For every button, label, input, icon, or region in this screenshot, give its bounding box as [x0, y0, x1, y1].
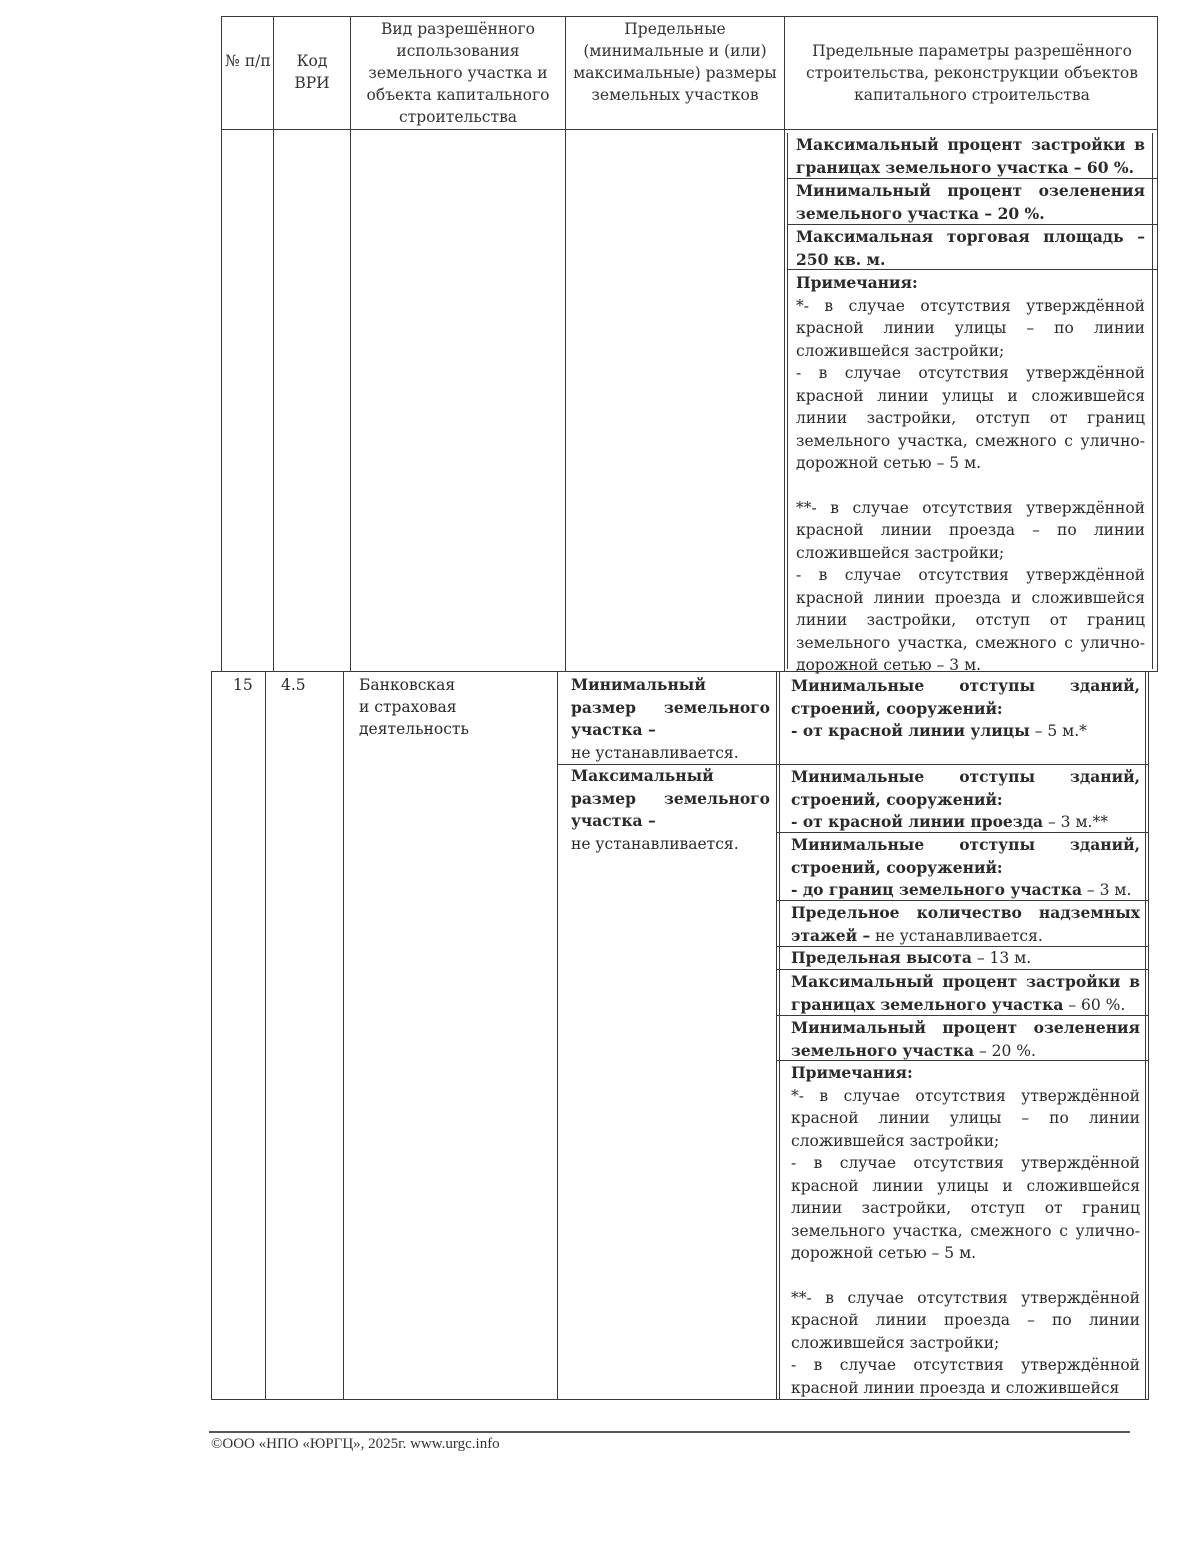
param-setback-line: - до границ земельного участка	[791, 880, 1082, 899]
param-setback-value: – 3 м.**	[1043, 813, 1108, 831]
table-border	[343, 671, 344, 1400]
param-build-percent-label: Максимальный процент застройки в границах земельного участка	[791, 972, 1140, 1014]
table-border	[784, 16, 785, 672]
table-border	[221, 16, 222, 672]
notes-title: Примечания:	[791, 1063, 913, 1082]
table-border	[221, 129, 1158, 130]
table-border	[265, 671, 266, 1400]
param-trade-area: Максимальная торговая площадь – 250 кв. м.	[796, 227, 1145, 269]
param-setback-street	[791, 675, 1140, 743]
table-border	[1152, 133, 1153, 669]
table-border	[1148, 671, 1149, 1400]
table-border	[776, 764, 1148, 765]
footer-copyright: ©ООО «НПО «ЮРГЦ», 2025г. www.urgc.info	[211, 1436, 500, 1452]
param-build-percent: Максимальный процент застройки в границах земельного участка – 60 %.	[796, 135, 1145, 177]
param-setback-label: Минимальные отступы зданий, строений, сооружений:	[791, 767, 1140, 809]
table-border	[779, 672, 780, 1399]
table-border	[565, 16, 566, 672]
param-height-label: Предельная высота	[791, 948, 972, 967]
param-green-percent-text: Минимальный процент озеленения земельного участка – 20 %.	[796, 181, 1145, 223]
min-size-value: не устанавливается.	[571, 743, 739, 762]
note-item: *- в случае отсутствия утверждённой красной линии улицы – по линии сложившейся застройки;	[791, 1086, 1140, 1150]
param-setback-label: Минимальные отступы зданий, строений, сооружений:	[791, 676, 1140, 718]
param-green-percent-label: Минимальный процент озеленения земельного участка	[791, 1018, 1140, 1060]
header-code: Код ВРИ	[294, 52, 330, 92]
table-border	[221, 16, 1158, 17]
note-item: - в случае отсутствия утверждённой красной линии улицы и сложившейся линии застройки, отступ от границ земельного участка, смежного с улично-дорожной сетью – 5 м.	[796, 364, 1145, 472]
param-setback-border	[791, 834, 1140, 902]
param-floors-value: не устанавливается.	[870, 926, 1043, 945]
table-border	[776, 671, 777, 1400]
row-code: 4.5	[281, 676, 306, 694]
row-type-line: и страховая	[359, 698, 457, 716]
notes-title: Примечания:	[796, 273, 918, 292]
param-setback-line: - от красной линии улицы	[791, 721, 1030, 740]
max-size-value: не устанавливается.	[571, 834, 739, 853]
table-border	[211, 1399, 1149, 1400]
note-item: - в случае отсутствия утверждённой красной линии проезда и сложившейся	[791, 1356, 1140, 1397]
row-type	[359, 674, 549, 740]
param-build-percent	[791, 971, 1140, 1016]
max-size-cell	[571, 765, 770, 855]
table-border	[557, 671, 558, 1400]
table-border	[273, 16, 274, 672]
max-size-label: Максимальный размер земельного участка –	[571, 766, 770, 830]
min-size-label: Минимальный размер земельного участка –	[571, 675, 770, 739]
param-floors	[791, 902, 1140, 947]
note-item: - в случае отсутствия утверждённой красной линии проезда и сложившейся линии застройки, отступ от границ земельного участка, смежного с улично-дорожной сетью – 3 м.	[796, 566, 1145, 674]
param-height	[791, 947, 1140, 970]
row-type-line: деятельность	[359, 720, 469, 738]
param-green-percent	[796, 180, 1145, 225]
param-setback-label: Минимальные отступы зданий, строений, сооружений:	[791, 835, 1140, 877]
notes-block-lower	[791, 1062, 1140, 1399]
row-number: 15	[233, 676, 253, 694]
table-border	[211, 671, 212, 1400]
param-green-percent-value: – 20 %.	[974, 1041, 1036, 1060]
param-build-percent-value: – 60 %.	[1063, 995, 1126, 1014]
param-setback-driveway	[791, 766, 1140, 834]
param-height-value: – 13 м.	[971, 949, 1032, 967]
param-floors-label: Предельное количество надземных этажей –	[791, 903, 1140, 945]
header-sizes: Предельные (минимальные и (или) максимальные) размеры земельных участков	[573, 20, 777, 104]
param-setback-value: – 5 м.*	[1029, 722, 1087, 740]
row-type-line: Банковская	[359, 676, 456, 694]
param-setback-line: - от красной линии проезда	[791, 812, 1044, 831]
note-item: - в случае отсутствия утверждённой красной линии улицы и сложившейся линии застройки, отступ от границ земельного участка, смежного с улично-дорожной сетью – 5 м.	[791, 1154, 1140, 1262]
note-item: **- в случае отсутствия утверждённой красной линии проезда – по линии сложившейся застройки;	[796, 498, 1145, 562]
header-num: № п/п	[225, 52, 271, 70]
table-border	[350, 16, 351, 672]
table-border	[1145, 672, 1146, 1399]
note-item: *- в случае отсутствия утверждённой красной линии улицы – по линии сложившейся застройки;	[796, 296, 1145, 360]
header-params: Предельные параметры разрешённого строительства, реконструкции объектов капитального строительства	[806, 42, 1138, 104]
footer-divider	[209, 1431, 1130, 1433]
header-type: Вид разрешённого использования земельного участка и объекта капитального строительства	[366, 20, 550, 126]
min-size-cell	[571, 674, 770, 764]
table-border	[1157, 16, 1158, 672]
param-green-percent	[791, 1017, 1140, 1062]
param-setback-value: – 3 м.	[1082, 881, 1132, 899]
note-item: **- в случае отсутствия утверждённой красной линии проезда – по линии сложившейся застройки;	[791, 1288, 1140, 1352]
table-border	[787, 133, 788, 669]
notes-block-upper	[796, 272, 1145, 677]
